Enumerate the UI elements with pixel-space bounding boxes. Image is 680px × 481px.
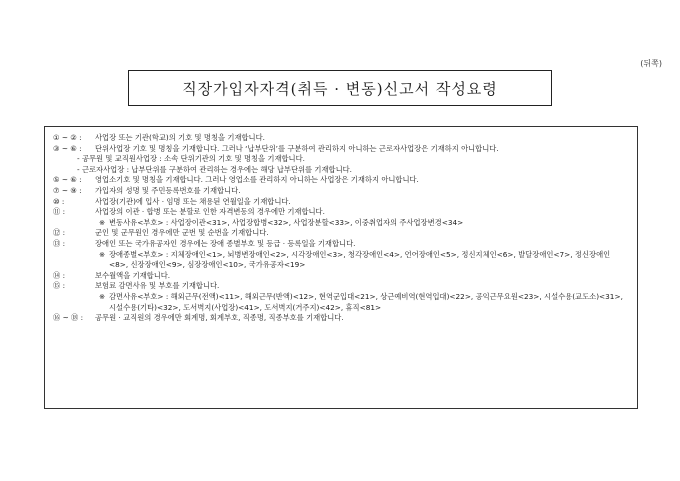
item-marker: ⑮ : xyxy=(53,281,66,291)
item-marker: ⑬ : xyxy=(53,238,66,248)
item-marker: ⑦ ~ ⑨ : xyxy=(53,185,82,195)
item-marker: ⑭ : xyxy=(53,270,66,280)
item-text: 보수월액을 기재합니다. xyxy=(95,270,171,280)
item-text: 사업장 또는 기관(학교)의 기호 및 명칭을 기재합니다. xyxy=(95,133,265,142)
item-sub-public: - 공무원 및 교직원사업장 : 소속 단위기관의 기호 및 명칭을 기재합니다. xyxy=(77,154,305,164)
reference-mark-icon: ※ xyxy=(99,217,106,227)
item-marker: ① ~ ② : xyxy=(53,133,82,142)
item-8 xyxy=(53,239,629,250)
note-text: 장애종별<부호> : 지체장애인<1>, 뇌병변장애인<2>, 시각장애인<3>, 청각장애인<4>, 언어장애인<5>, 정신지체인<6>, 발달장애인<7>, 정신장애인<8>, 신장장애인<9>, 심장장애인<10>, 국가유공자<19> xyxy=(109,249,611,270)
item-11 xyxy=(53,313,629,324)
item-text: 군인 및 군무원인 경우에만 군번 및 순번을 기재합니다. xyxy=(95,228,269,238)
reference-mark-icon: ※ xyxy=(99,291,106,301)
item-marker: ⑤ ~ ⑥ : xyxy=(53,175,82,185)
item-9 xyxy=(53,271,629,282)
item-note-disability xyxy=(53,250,629,271)
instructions-box xyxy=(44,126,638,409)
item-5 xyxy=(53,197,629,208)
document-title xyxy=(128,70,552,106)
item-note-reduction xyxy=(53,292,629,313)
item-text: 공무원 · 교직원의 경우에만 회계명, 회계부호, 직종명, 직종부호를 기재합니다. xyxy=(95,313,344,323)
item-6 xyxy=(53,207,629,218)
page-side-label: (뒤쪽) xyxy=(640,59,662,68)
item-sub-worker: - 근로자사업장 : 납부단위를 구분하여 관리하는 경우에는 해당 납부단위를 기재합니다. xyxy=(77,164,352,174)
item-10 xyxy=(53,281,629,292)
item-text: 단위사업장 기호 및 명칭을 기재합니다. 그러나 ‘납부단위’를 구분하여 관리하지 아니하는 근로자사업장은 기재하지 아니합니다. xyxy=(95,143,499,153)
item-text: 사업장(기관)에 입사 · 임명 또는 채용된 연월일을 기재합니다. xyxy=(95,196,291,206)
item-marker: ⑩ : xyxy=(53,196,65,206)
item-text: 가입자의 성명 및 주민등록번호를 기재합니다. xyxy=(95,185,241,195)
item-3 xyxy=(53,175,629,186)
item-marker: ③ ~ ⑥ : xyxy=(53,143,82,153)
item-4 xyxy=(53,186,629,197)
item-marker: ⑫ : xyxy=(53,228,66,238)
item-text: 보험료 감면사유 및 부호를 기재합니다. xyxy=(95,281,220,291)
note-text: 감면사유<부호> : 해외근무(전액)<11>, 해외근무(반액)<12>, 현역군입대<21>, 상근예비역(현역입대)<22>, 공익근무요원<23>, 시설수용(교도소)<31>, 시설수용(기타)<32>, 도서벽지(사업장)<41>, 도서벽지(거주지)<42>, 휴직<81> xyxy=(109,291,623,312)
item-marker: ⑪ : xyxy=(53,207,66,217)
item-7 xyxy=(53,228,629,239)
reference-mark-icon: ※ xyxy=(99,249,106,259)
item-text: 사업장의 이관 · 합병 또는 분할로 인한 자격변동의 경우에만 기재합니다. xyxy=(95,207,325,217)
item-note-change-reason xyxy=(53,218,629,229)
note-text: 변동사유<부호> : 사업장이관<31>, 사업장합병<32>, 사업장분할<33>, 이중취업자의 주사업장변경<34> xyxy=(109,217,464,227)
item-text: 장애인 또는 국가유공자인 경우에는 장애 종별부호 및 등급 · 등록일을 기재합니다. xyxy=(95,238,356,248)
item-marker: ⑯ ~ ⑱ : xyxy=(53,313,84,323)
item-1 xyxy=(53,133,629,144)
document-title-text: 직장가입자자격(취득 · 변동)신고서 작성요령 xyxy=(182,79,498,98)
item-2 xyxy=(53,144,629,155)
item-text: 영업소기호 및 명칭을 기재합니다. 그러나 영업소를 관리하지 아니하는 사업장은 기재하지 아니합니다. xyxy=(95,175,419,185)
